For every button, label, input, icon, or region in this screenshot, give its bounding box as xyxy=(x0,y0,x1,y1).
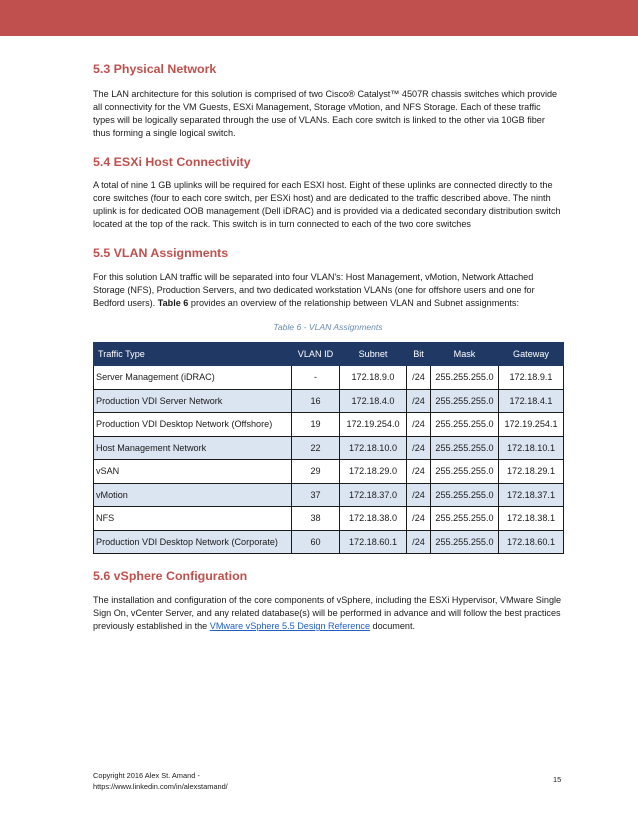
section-paragraph: A total of nine 1 GB uplinks will be required for each ESXI host. Eight of these uplinks are connected directly to the core switches (four to each core switch, per ESXi host) and are dedicated to the traffic described above. The ninth uplink is for dedicated OOB management (Dell iDRAC) and is provided via a dedicated secondary distribution switch located at the top of the rack. This switch is in turn connected to each of the two core switches xyxy=(93,180,561,229)
table-cell: 255.255.255.0 xyxy=(431,366,499,390)
table-cell: 255.255.255.0 xyxy=(431,389,499,413)
table-cell: 172.18.9.0 xyxy=(340,366,407,390)
table-cell: 172.18.29.1 xyxy=(499,460,564,484)
section-vsphere-configuration xyxy=(93,568,563,633)
table-cell: /24 xyxy=(407,460,431,484)
section-heading: 5.6 vSphere Configuration xyxy=(93,569,248,583)
footer-copyright xyxy=(93,770,228,792)
paragraph-text: For this solution LAN traffic will be separated into four VLAN's: Host Management, vMotion, Network Attached Storage (NFS), Production Servers, and two dedicated workstation VLANs (one for offshore users and one for Bedford users). xyxy=(93,272,535,308)
section-esxi-connectivity xyxy=(93,154,563,231)
table-cell: Host Management Network xyxy=(94,436,292,460)
table-cell: 172.18.60.1 xyxy=(340,530,407,554)
table-row xyxy=(94,413,564,437)
table-cell: 172.18.10.1 xyxy=(499,436,564,460)
table-cell: Production VDI Desktop Network (Offshore) xyxy=(94,413,292,437)
table-cell: /24 xyxy=(407,483,431,507)
page-number: 15 xyxy=(553,775,562,784)
paragraph-text: document. xyxy=(370,621,416,631)
table-cell: 172.19.254.0 xyxy=(340,413,407,437)
header-bar xyxy=(0,0,638,36)
table-cell: 172.18.4.1 xyxy=(499,389,564,413)
table-cell: /24 xyxy=(407,413,431,437)
section-vlan-assignments xyxy=(93,245,563,554)
paragraph-text: provides an overview of the relationship between VLAN and Subnet assignments: xyxy=(188,298,519,308)
table-cell: 38 xyxy=(292,507,340,531)
table-caption: Table 6 - VLAN Assignments xyxy=(273,322,383,332)
table-cell: 60 xyxy=(292,530,340,554)
table-cell: Production VDI Desktop Network (Corporate) xyxy=(94,530,292,554)
table-cell: vSAN xyxy=(94,460,292,484)
table-cell: 172.18.10.0 xyxy=(340,436,407,460)
table-row xyxy=(94,483,564,507)
table-cell: - xyxy=(292,366,340,390)
section-paragraph: The LAN architecture for this solution is comprised of two Cisco® Catalyst™ 4507R chassis switches which provide all connectivity for the VM Guests, ESXi Management, Storage vMotion, and NFS Storage. Each of these traffic types will be logically separated through the use of VLANs. Each core switch is linked to the other via 10GB fiber thus forming a single logical switch. xyxy=(93,89,558,138)
paragraph-text: The installation and configuration of the core components of vSphere, including the ESXi Hypervisor, VMware Single Sign On, vCenter Server, and any related database(s) will be performed in advance and will follow the best practices previously established in the xyxy=(93,595,562,631)
table-row xyxy=(94,460,564,484)
table-cell: 29 xyxy=(292,460,340,484)
table-cell: 172.18.38.1 xyxy=(499,507,564,531)
table-cell: /24 xyxy=(407,507,431,531)
table-cell: NFS xyxy=(94,507,292,531)
section-paragraph xyxy=(93,594,563,633)
column-header: Subnet xyxy=(340,343,407,366)
table-cell: /24 xyxy=(407,389,431,413)
section-heading: 5.4 ESXi Host Connectivity xyxy=(93,155,251,169)
table-cell: vMotion xyxy=(94,483,292,507)
table-row xyxy=(94,436,564,460)
section-heading: 5.5 VLAN Assignments xyxy=(93,246,229,260)
table-row xyxy=(94,389,564,413)
table-row xyxy=(94,366,564,390)
section-paragraph xyxy=(93,271,563,310)
table-cell: 172.18.37.1 xyxy=(499,483,564,507)
copyright-text: Copyright 2016 Alex St. Amand - xyxy=(93,771,200,780)
column-header: Mask xyxy=(431,343,499,366)
table-cell: 255.255.255.0 xyxy=(431,436,499,460)
table-cell: 16 xyxy=(292,389,340,413)
table-cell: Server Management (iDRAC) xyxy=(94,366,292,390)
table-cell: 19 xyxy=(292,413,340,437)
table-cell: 255.255.255.0 xyxy=(431,483,499,507)
table-cell: 37 xyxy=(292,483,340,507)
table-cell: 255.255.255.0 xyxy=(431,460,499,484)
vlan-table xyxy=(93,342,564,554)
table-cell: 255.255.255.0 xyxy=(431,507,499,531)
table-header-row xyxy=(94,343,564,366)
table-cell: 255.255.255.0 xyxy=(431,413,499,437)
table-reference: Table 6 xyxy=(157,298,189,308)
table-cell: /24 xyxy=(407,366,431,390)
column-header: VLAN ID xyxy=(292,343,340,366)
table-row xyxy=(94,530,564,554)
design-reference-link[interactable]: VMware vSphere 5.5 Design Reference xyxy=(209,621,371,631)
column-header: Gateway xyxy=(499,343,564,366)
table-cell: 172.18.38.0 xyxy=(340,507,407,531)
table-cell: 172.18.4.0 xyxy=(340,389,407,413)
table-cell: 22 xyxy=(292,436,340,460)
profile-url: https://www.linkedin.com/in/alexstamand/ xyxy=(93,782,228,791)
table-cell: 172.18.9.1 xyxy=(499,366,564,390)
table-cell: 172.18.29.0 xyxy=(340,460,407,484)
column-header: Traffic Type xyxy=(94,343,292,366)
table-cell: Production VDI Server Network xyxy=(94,389,292,413)
column-header: Bit xyxy=(407,343,431,366)
table-cell: /24 xyxy=(407,530,431,554)
section-heading: 5.3 Physical Network xyxy=(93,62,217,76)
document-body xyxy=(93,58,563,633)
section-physical-network xyxy=(93,61,563,140)
table-row xyxy=(94,507,564,531)
table-cell: 172.18.37.0 xyxy=(340,483,407,507)
table-cell: 172.18.60.1 xyxy=(499,530,564,554)
table-cell: /24 xyxy=(407,436,431,460)
table-cell: 255.255.255.0 xyxy=(431,530,499,554)
table-cell: 172.19.254.1 xyxy=(499,413,564,437)
